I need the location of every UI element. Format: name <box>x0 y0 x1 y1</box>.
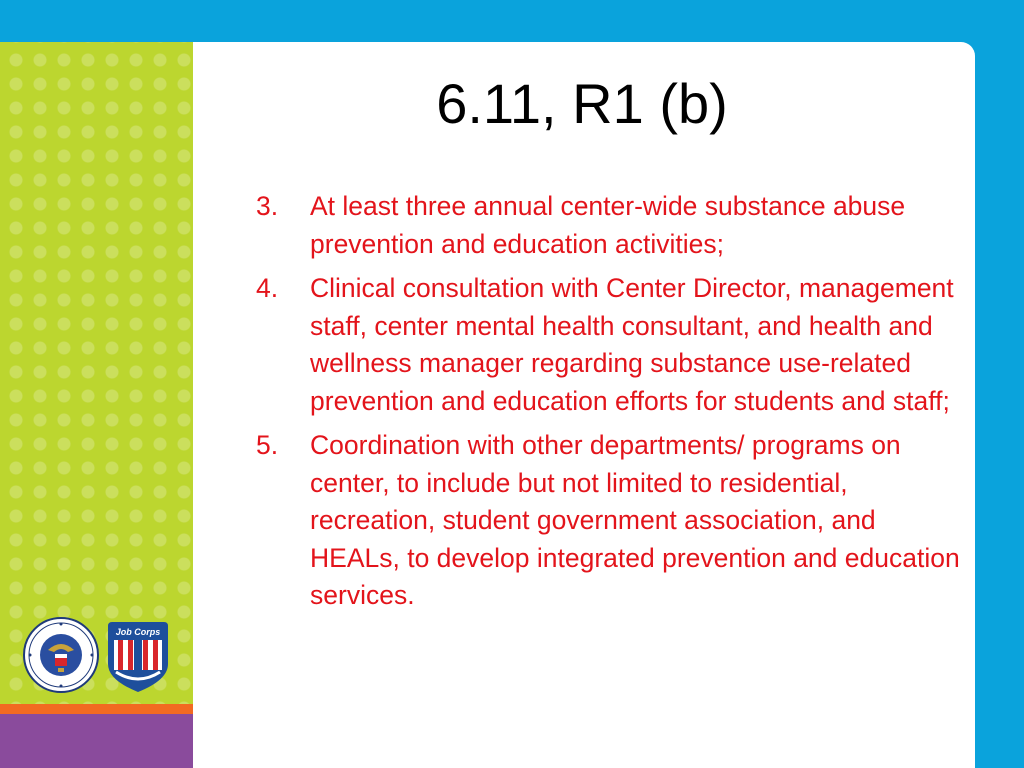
list-item-text: At least three annual center-wide substance abuse prevention and education activities; <box>310 191 906 259</box>
list-item <box>256 188 966 263</box>
list-item <box>256 270 966 420</box>
department-of-labor-seal-logo <box>22 616 100 694</box>
job-corps-logo-text: Job Corps <box>115 627 161 637</box>
list-item-text: Clinical consultation with Center Director, management staff, center mental health consultant, and health and wellness manager regarding substance use-related prevention and education efforts for students and staff; <box>310 273 954 416</box>
left-decorative-panel <box>0 42 193 704</box>
orange-accent-strip <box>0 704 193 714</box>
numbered-list <box>256 188 966 622</box>
purple-accent-block <box>0 714 193 768</box>
job-corps-logo <box>106 620 170 694</box>
list-item-number: 3. <box>256 191 279 221</box>
list-item-number: 5. <box>256 430 279 460</box>
list-item-text: Coordination with other departments/ programs on center, to include but not limited to residential, recreation, student government association, and HEALs, to develop integrated prevention and education services. <box>310 430 960 610</box>
list-item <box>256 427 966 615</box>
slide-title: 6.11, R1 (b) <box>436 72 728 135</box>
list-item-number: 4. <box>256 273 279 303</box>
logo-group <box>22 616 182 696</box>
